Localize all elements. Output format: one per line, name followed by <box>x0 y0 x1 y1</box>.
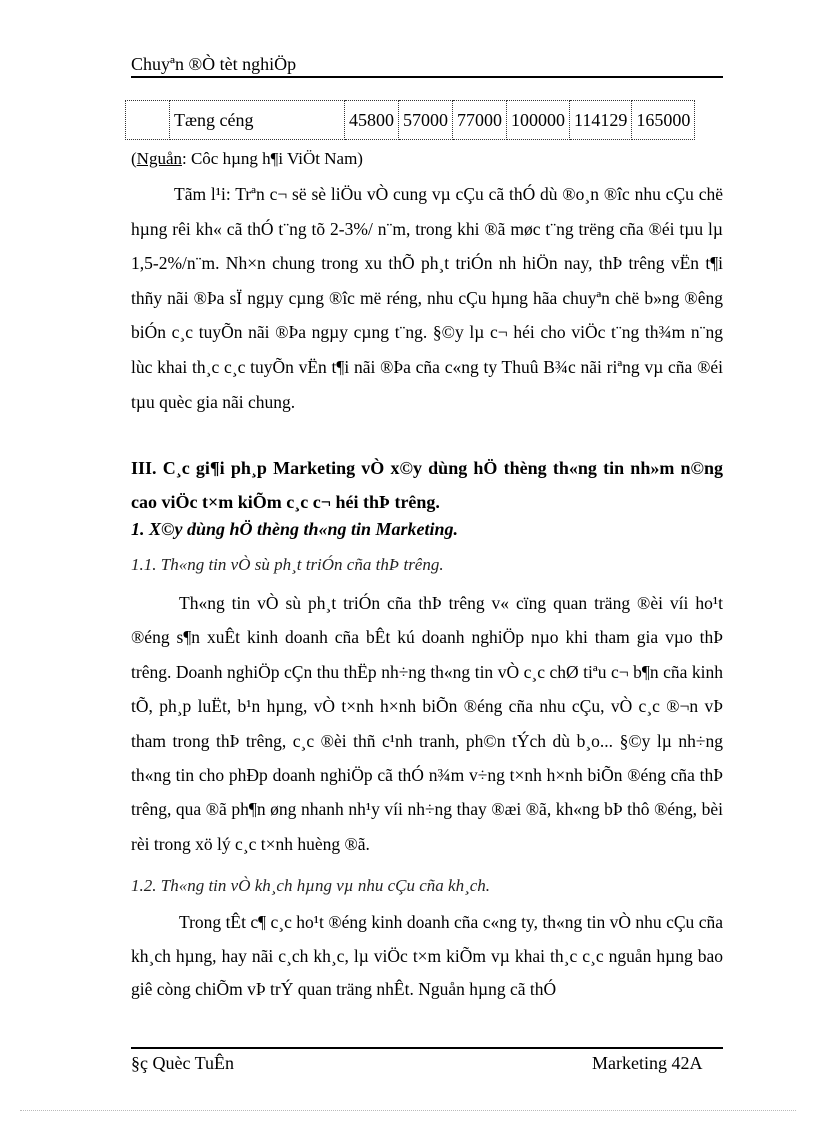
source-open-paren: ( <box>131 149 137 168</box>
source-label: Nguån <box>136 149 182 168</box>
summary-paragraph: Tãm l¹i: Trªn c¬ së sè liÖu vÒ cung vµ cÇu cã thÓ dù ®o¸n ®îc nhu cÇu chë hµng rêi kh« cã thÓ t¨ng tõ 2-3%/ n¨m, trong khi ®ã møc t¨ng trëng cña ®éi tµu lµ 1,5-2%/n¨m. Nh×n chung trong xu thÕ ph¸t triÓn nh hiÖn nay, thÞ trêng vËn t¶i thñy nãi ®Þa sÏ ngµy cµng ®îc më réng, nhu cÇu hµng hãa chuyªn chë b»ng ®êng biÓn c¸c tuyÕn nãi ®Þa ngµy cµng t¨ng. §©y lµ c¬ héi cho viÖc t¨ng th¾m n¨ng lùc khai th¸c c¸c tuyÕn vËn t¶i nãi ®Þa cña c«ng ty Thuû B¾c nãi riªng vµ cña ®éi tµu quèc gia nãi chung. <box>131 184 723 412</box>
header-rule <box>131 76 723 78</box>
footer-class: Marketing 42A <box>592 1053 703 1073</box>
running-header-title: Chuyªn ®Ò tèt nghiÖp <box>131 54 297 74</box>
table-row-label: Tæng céng <box>170 101 345 140</box>
footer-author: §ç Quèc TuÊn <box>131 1053 234 1073</box>
subsection-heading-1: 1. X©y dùng hÖ thèng th«ng tin Marketing. <box>131 519 459 539</box>
table-cell-value: 77000 <box>453 101 507 140</box>
page-bottom-edge <box>20 1110 796 1111</box>
subsection-heading-1-1: 1.1. Th«ng tin vÒ sù ph¸t triÓn cña thÞ trêng. <box>131 555 444 574</box>
subsection-heading-1-2: 1.2. Th«ng tin vÒ kh¸ch hµng vµ nhu cÇu cña kh¸ch. <box>131 876 491 895</box>
table-source-note <box>131 148 363 170</box>
table-cell-value: 165000 <box>632 101 695 140</box>
table-cell-empty <box>126 101 170 140</box>
footer-rule <box>131 1047 723 1049</box>
shipping-demand-table <box>125 100 695 140</box>
source-text: : Côc hµng h¶i ViÖt Nam) <box>182 149 363 168</box>
table-cell-value: 57000 <box>399 101 453 140</box>
table-row-total <box>126 101 695 140</box>
table-cell-value: 114129 <box>570 101 632 140</box>
table-cell-value: 45800 <box>345 101 399 140</box>
market-info-paragraph: Th«ng tin vÒ sù ph¸t triÓn cña thÞ trêng v« cïng quan träng ®èi víi ho¹t ®éng s¶n xuÊt kinh doanh cña bÊt kú doanh nghiÖp nµo khi tham gia vµo thÞ trêng. Doanh nghiÖp cÇn thu thËp nh÷ng th«ng tin vÒ c¸c chØ tiªu c¬ b¶n cña kinh tÕ, ph¸p luËt, b¹n hµng, vÒ t×nh h×nh biÕn ®éng cña nhu cÇu, vÒ c¸c ®¬n vÞ tham trong thÞ trêng, c¸c ®èi thñ c¹nh tranh, ph©n tÝch dù b¸o... §©y lµ nh÷ng th«ng tin cho phÐp doanh nghiÖp cã thÓ n¾m v÷ng t×nh h×nh biÕn ®éng cña thÞ trêng, qua ®ã ph¶n øng nhanh nh¹y víi nh÷ng thay ®æi ®ã, kh«ng bÞ thô ®éng, bèi rèi trong xö lý c¸c t×nh huèng ®ã. <box>131 593 723 854</box>
section-heading: III. C¸c gi¶i ph¸p Marketing vÒ x©y dùng hÖ thèng th«ng tin nh»m n©ng cao viÖc t×m kiÕm c¸c c¬ héi thÞ trêng. <box>131 458 723 512</box>
customer-info-paragraph: Trong tÊt c¶ c¸c ho¹t ®éng kinh doanh cña c«ng ty, th«ng tin vÒ nhu cÇu cña kh¸ch hµng, hay nãi c¸ch kh¸c, lµ viÖc t×m kiÕm vµ khai th¸c c¸c nguån hµng bao giê còng chiÕm vÞ trÝ quan träng nhÊt. Nguån hµng cã thÓ <box>131 912 723 999</box>
table-cell-value: 100000 <box>507 101 570 140</box>
